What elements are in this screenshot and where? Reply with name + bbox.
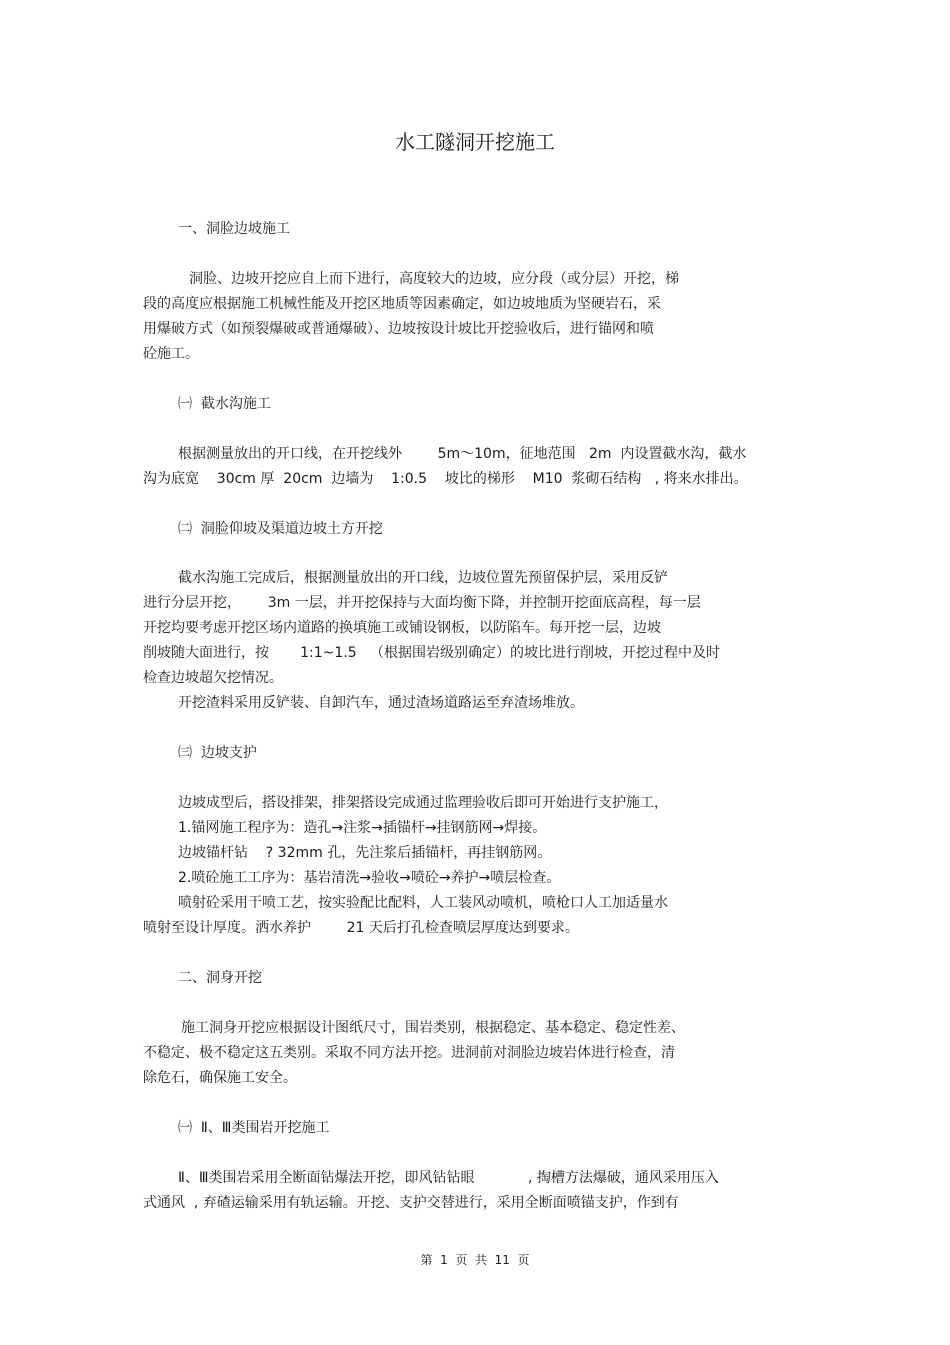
paragraph-line: 喷射至设计厚度。洒水养护 21 天后打孔检查喷层厚度达到要求。 bbox=[143, 920, 579, 936]
paragraph-line: 开挖均要考虑开挖区场内道路的换填施工或铺设钢板，以防陷车。每开挖一层，边坡 bbox=[143, 620, 661, 636]
section-heading: 二、洞身开挖 bbox=[178, 970, 262, 986]
paragraph-line: 边坡成型后，搭设排架，排架搭设完成通过监理验收后即可开始进行支护施工， bbox=[178, 795, 668, 811]
paragraph-line: 开挖渣料采用反铲装、自卸汽车，通过渣场道路运至弃渣场堆放。 bbox=[178, 695, 584, 711]
page-footer: 第 1 页 共 11 页 bbox=[420, 1253, 530, 1267]
paragraph-line: 1.锚网施工程序为：造孔→注浆→插锚杆→挂钢筋网→焊接。 bbox=[178, 820, 547, 836]
paragraph-line: 沟为底宽 30cm 厚 20cm 边墙为 1:0.5 坡比的梯形 M10 浆砌石结构 , 将来水排出。 bbox=[143, 471, 748, 487]
paragraph-line: 除危石，确保施工安全。 bbox=[143, 1070, 297, 1086]
paragraph-line: Ⅱ、Ⅲ类围岩采用全断面钻爆法开挖，即风钻钻眼 , 掏槽方法爆破，通风采用压入 bbox=[178, 1170, 719, 1186]
paragraph-line: 砼施工。 bbox=[143, 346, 199, 362]
subsection-heading: ㈡ 洞脸仰坡及渠道边坡土方开挖 bbox=[178, 521, 383, 537]
document-title: 水工隧洞开挖施工 bbox=[395, 130, 555, 154]
subsection-heading: ㈢ 边坡支护 bbox=[178, 745, 257, 761]
paragraph-line: 进行分层开挖， 3m 一层，并开挖保持与大面均衡下降，并控制开挖面底高程，每一层 bbox=[143, 595, 701, 611]
paragraph-line: 用爆破方式（如预裂爆破或普通爆破）、边坡按设计坡比开挖验收后，进行锚网和喷 bbox=[143, 321, 654, 337]
paragraph-line: 削坡随大面进行，按 1:1~1.5 （根据围岩级别确定）的坡比进行削坡，开挖过程中及时 bbox=[143, 645, 721, 661]
subsection-heading: ㈠ 截水沟施工 bbox=[178, 396, 271, 412]
paragraph-line: 边坡锚杆钻 ? 32mm 孔，先注浆后插锚杆，再挂钢筋网。 bbox=[178, 845, 552, 861]
paragraph-line: 喷射砼采用干喷工艺，按实验配比配料，人工装风动喷机，喷枪口人工加适量水 bbox=[178, 895, 668, 911]
paragraph-line: 段的高度应根据施工机械性能及开挖区地质等因素确定，如边坡地质为坚硬岩石，采 bbox=[143, 296, 661, 312]
paragraph-line: 施工洞身开挖应根据设计图纸尺寸，围岩类别，根据稳定、基本稳定、稳定性差、 bbox=[181, 1020, 685, 1036]
section-heading: 一、洞脸边坡施工 bbox=[178, 221, 290, 237]
paragraph-line: 检查边坡超欠挖情况。 bbox=[143, 670, 283, 686]
paragraph-line: 式通风 , 弃碴运输采用有轨运输。开挖、支护交替进行，采用全断面喷锚支护，作到有 bbox=[143, 1195, 679, 1211]
paragraph-line: 2.喷砼施工工序为：基岩清洗→验收→喷砼→养护→喷层检查。 bbox=[178, 870, 561, 886]
paragraph-line: 洞脸、边坡开挖应自上而下进行，高度较大的边坡，应分段（或分层）开挖，梯 bbox=[189, 271, 679, 287]
subsection-heading: ㈠ Ⅱ、Ⅲ类围岩开挖施工 bbox=[178, 1120, 330, 1136]
paragraph-line: 根据测量放出的开口线，在开挖线外 5m～10m，征地范围 2m 内设置截水沟，截水 bbox=[178, 446, 747, 462]
paragraph-line: 截水沟施工完成后，根据测量放出的开口线，边坡位置先预留保护层，采用反铲 bbox=[178, 570, 668, 586]
paragraph-line: 不稳定、极不稳定这五类别。采取不同方法开挖。进洞前对洞脸边坡岩体进行检查，清 bbox=[143, 1045, 675, 1061]
